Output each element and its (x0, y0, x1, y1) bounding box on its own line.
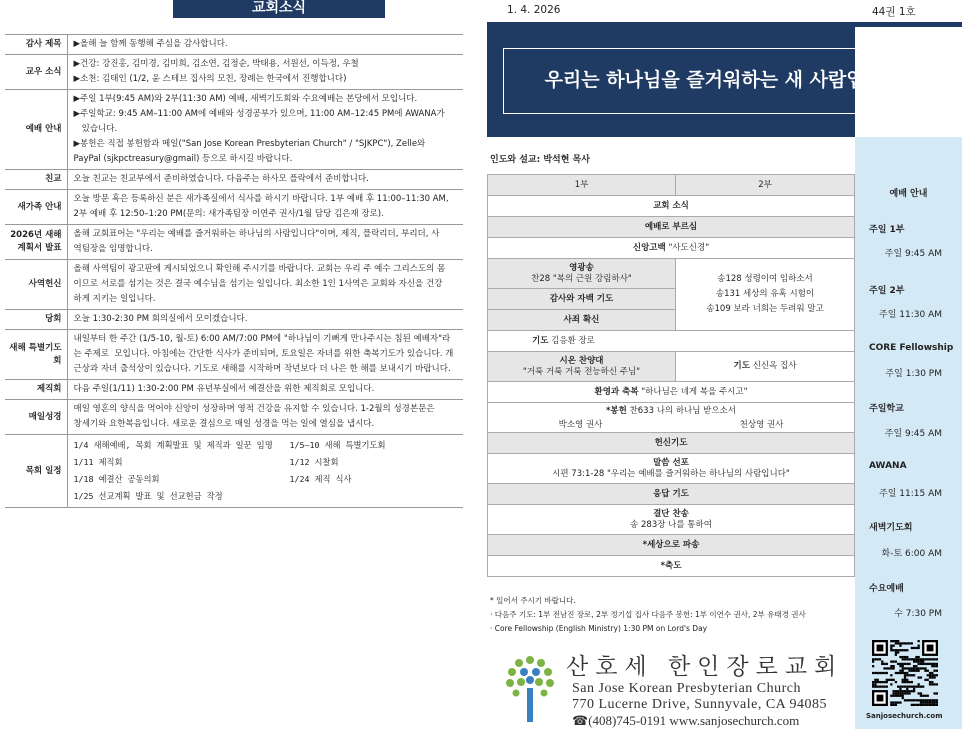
news-label: 감사 제목 (5, 35, 67, 55)
item-sermon: 말씀 선포 시편 73:1-28 "우리는 예배를 즐거워하는 하나님의 사람입니다" (488, 454, 855, 484)
news-row (5, 330, 463, 380)
news-line: 이므로 서로를 섬기는 것은 결국 예수님을 섬기는 일입니다. 최소한 1인 1사역은 교회와 자신을 건강 (73, 279, 443, 289)
news-label: 친교 (5, 170, 67, 190)
news-line: ▶소천: 김태인 (1/2, 윤 스테브 집사의 모친, 장례는 한국에서 진행합니다) (73, 74, 347, 84)
news-line: ▶주일학교: 9:45 AM–11:00 AM에 예배와 성경공부가 있으며, 11:00 AM–12:45 PM에 AWANA가 (73, 109, 445, 119)
service-notes (490, 594, 806, 636)
hymn-1: 송128 성령이여 임하소서 (717, 274, 813, 284)
sidebar-service-name: 수요예배 (869, 584, 904, 594)
news-label: 새해 특별기도회 (5, 330, 67, 380)
item-call: 예배로 부르심 (488, 217, 855, 238)
schedule-item: 1/12 시찰회 (289, 457, 339, 467)
col-first-service: 1부 (488, 175, 676, 196)
news-content (67, 170, 463, 190)
schedule-line (74, 454, 461, 471)
item-prayer-second: 기도 신신옥 집사 (676, 352, 855, 382)
item-welcome: 환영과 축복 "하나님은 네게 복을 주시고" (488, 382, 855, 403)
news-label: 교우 소식 (5, 55, 67, 90)
sidebar-service-name: 새벽기도회 (869, 523, 913, 533)
news-line: 근상과 자녀 출석상이 있습니다. 기도로 새해를 시작하며 작년보다 더 나은 한 해를 보내시기 바랍니다. (73, 364, 451, 374)
schedule-item: 1/25 선교계획 발표 및 선교헌금 작정 (73, 491, 223, 501)
theme-title: 우리는 하나님을 즐거워하는 새 사람입니다 (503, 48, 943, 114)
news-line: 올해 교회표어는 "우리는 예배를 즐거워하는 하나님의 사람입니다"이며, 제직, 플락리더, 부리더, 사 (73, 229, 440, 239)
schedule-item: 1/11 제직회 (73, 457, 123, 467)
hymn-list (676, 259, 855, 331)
news-row (5, 170, 463, 190)
volume-number: 44권 1호 (872, 6, 916, 18)
news-content (67, 190, 463, 225)
news-line: ▶올해 늘 함께 동행해 주심을 감사합니다. (73, 39, 228, 49)
sidebar-service-time: 주일 9:45 AM (884, 429, 942, 439)
news-content (67, 260, 463, 310)
preacher: 인도와 설교: 박석현 목사 (490, 155, 590, 165)
news-content (67, 380, 463, 400)
news-line: ▶건강: 강진홍, 김미경, 김미희, 김소연, 김정순, 박태용, 서원선, 이득정, 우철 (73, 59, 359, 69)
item-praise: 영광송 찬28 "복의 근원 강림하사" (488, 259, 676, 289)
schedule-list (67, 435, 463, 508)
schedule-line (74, 437, 461, 454)
item-sending: *세상으로 파송 (488, 535, 855, 556)
sidebar-service-name: 주일학교 (869, 404, 904, 414)
news-content (67, 35, 463, 55)
sidebar-service-time: 주일 1:30 PM (885, 369, 942, 379)
sidebar-title: 예배 안내 (889, 189, 928, 199)
news-line: 있습니다. (73, 124, 118, 134)
sidebar-service-name: 주일 2부 (869, 286, 905, 296)
sidebar-service-time: 수 7:30 PM (894, 609, 942, 619)
news-row (5, 35, 463, 55)
schedule-item: 1/18 예결산 공동의회 (73, 474, 160, 484)
news-line: 오늘 1:30-2:30 PM 회의실에서 모이겠습니다. (73, 314, 248, 324)
news-label: 예배 안내 (5, 90, 67, 170)
church-name-korean: 산호세 한인장로교회 (566, 654, 844, 680)
item-news: 교회 소식 (488, 196, 855, 217)
qr-url[interactable]: Sanjosechurch.com (866, 712, 943, 720)
col-second-service: 2부 (676, 175, 855, 196)
news-line: 내일부터 한 주간 (1/5-10, 월-토) 6:00 AM/7:00 PM에 "하나님이 기뻐게 만나주시는 침된 예배자"라 (73, 334, 451, 344)
news-content (67, 330, 463, 380)
news-row (5, 190, 463, 225)
item-resolve-hymn: 결단 찬송 송 283장 나를 통하여 (488, 505, 855, 535)
news-row (5, 260, 463, 310)
news-line: 는 주제로 모입니다. 아침에는 간단한 식사가 준비되며, 토요일은 자녀를 위한 축복기도가 있습니다. 개 (73, 349, 454, 359)
news-line: 오늘 친교는 친교부에서 준비하였습니다. 다음주는 하사모 플락에서 준비합니다. (73, 174, 369, 184)
item-prayer: 기도 김응환 장로 (488, 331, 855, 352)
note-next-week: · 다음주 기도: 1부 전남진 장로, 2부 정기섭 집사 다음주 봉헌: 1부 이연수 권사, 2부 유태경 권사 (490, 610, 806, 619)
item-dedication: 헌신기도 (488, 433, 855, 454)
offering-server-2: 천상영 권사 (739, 419, 784, 430)
schedule-line (74, 488, 461, 505)
news-line: 매일 영혼의 양식을 먹어야 신앙이 성장하며 영적 건강을 유지할 수 있습니다. 1-2월의 성경본문은 (73, 404, 435, 414)
news-label: 제직회 (5, 380, 67, 400)
news-label: 매일성경 (5, 400, 67, 435)
news-row (5, 380, 463, 400)
news-content (67, 55, 463, 90)
news-content (67, 310, 463, 330)
news-line: 하게 지키는 일입니다. (73, 294, 156, 304)
news-label: 새가족 안내 (5, 190, 67, 225)
news-content (67, 90, 463, 170)
news-table (5, 34, 463, 508)
sidebar-service-time: 주일 11:15 AM (879, 489, 942, 499)
item-confession: 감사와 자백 기도 (488, 289, 676, 310)
schedule-item: 1/5–10 새해 특별기도회 (289, 440, 386, 450)
item-offering: *봉헌 찬633 나의 하나님 받으소서 박소영 권사 천상영 권사 (488, 403, 855, 433)
sidebar-service-time: 주일 9:45 AM (884, 249, 942, 259)
news-line: 올해 사역팀이 광고판에 게시되었으니 확인해 주시기를 바랍니다. 교회는 우리 주 예수 그리스도의 몸 (73, 264, 446, 274)
item-response: 응답 기도 (488, 484, 855, 505)
news-row (5, 90, 463, 170)
hymn-2: 송131 세상의 유혹 시험이 (715, 289, 815, 299)
church-name-english: San Jose Korean Presbyterian Church (572, 681, 802, 696)
news-line: PayPal (sjkpctreasury@gmail) 등으로 하시길 바랍니다. (73, 154, 293, 164)
news-label: 당회 (5, 310, 67, 330)
news-line: 다음 주일(1/11) 1:30-2:00 PM 유년부실에서 예결산을 위한 제직회로 모입니다. (73, 384, 375, 394)
news-line: 창세기와 요한복음입니다. 새로운 결심으로 매일 성경을 먹는 일에 열심을 냅시다. (73, 419, 375, 429)
church-contact: ☎(408)745-0191 www.sanjosechurch.com (572, 713, 800, 728)
sidebar-service-name: 주일 1부 (869, 225, 905, 235)
offering-server-1: 박소영 권사 (558, 419, 603, 430)
qr-code-icon[interactable] (872, 640, 938, 706)
sidebar-service-time: 화-토 6:00 AM (881, 549, 942, 559)
news-row (5, 400, 463, 435)
news-content (67, 400, 463, 435)
news-label: 사역헌신 (5, 260, 67, 310)
news-row (5, 225, 463, 260)
news-content (67, 225, 463, 260)
church-logo-icon (502, 652, 558, 724)
sidebar-service-name: CORE Fellowship (869, 343, 954, 353)
item-creed: 신앙고백 "사도신경" (488, 238, 855, 259)
order-of-worship (487, 174, 855, 577)
news-line: ▶봉헌은 직접 봉헌함과 메일("San Jose Korean Presbyterian Church" / "SJKPC"), Zelle와 (73, 139, 426, 149)
news-label: 2026년 새해 계획서 발표 (5, 225, 67, 260)
news-row (5, 55, 463, 90)
hymn-3: 송109 보라 너희는 두려워 말고 (706, 304, 824, 314)
news-title: 교회소식 (173, 0, 385, 18)
note-core: · Core Fellowship (English Ministry) 1:30 PM on Lord's Day (490, 624, 708, 633)
note-standing: * 일어서 주시기 바랍니다. (490, 596, 576, 605)
schedule-item: 1/24 제직 식사 (289, 474, 352, 484)
news-row (5, 310, 463, 330)
bulletin-date: 1. 4. 2026 (507, 4, 561, 16)
schedule-item: 1/4 새해예배, 목회 계획발표 및 제직과 일꾼 임명 (73, 440, 273, 450)
schedule-line (74, 471, 461, 488)
news-line: 2부 예배 후 12:50–1:20 PM(문의: 새가족팀장 이연주 권사/1월 담당 김은재 장로). (73, 209, 384, 219)
news-row-schedule (5, 435, 463, 508)
sidebar-service-name: AWANA (869, 461, 907, 471)
item-benediction: *축도 (488, 556, 855, 577)
news-line: ▶주일 1부(9:45 AM)와 2부(11:30 AM) 예배, 새벽기도회와 수요예배는 본당에서 모입니다. (73, 94, 418, 104)
church-address: 770 Lucerne Drive, Sunnyvale, CA 94085 (572, 697, 828, 712)
sidebar-service-time: 주일 11:30 AM (879, 310, 942, 320)
news-label: 목회 일정 (5, 435, 67, 508)
item-pardon: 사죄 확신 (488, 310, 676, 331)
news-line: 역팀장을 임명합니다. (73, 244, 153, 254)
item-choir: 시온 찬양대 "거룩 거룩 거룩 전능하신 주님" (488, 352, 676, 382)
church-address-block (572, 681, 827, 729)
news-line: 오늘 방문 혹은 등록하신 분은 새가족실에서 식사를 하시기 바랍니다. 1부 예배 후 11:00–11:30 AM, (73, 194, 449, 204)
